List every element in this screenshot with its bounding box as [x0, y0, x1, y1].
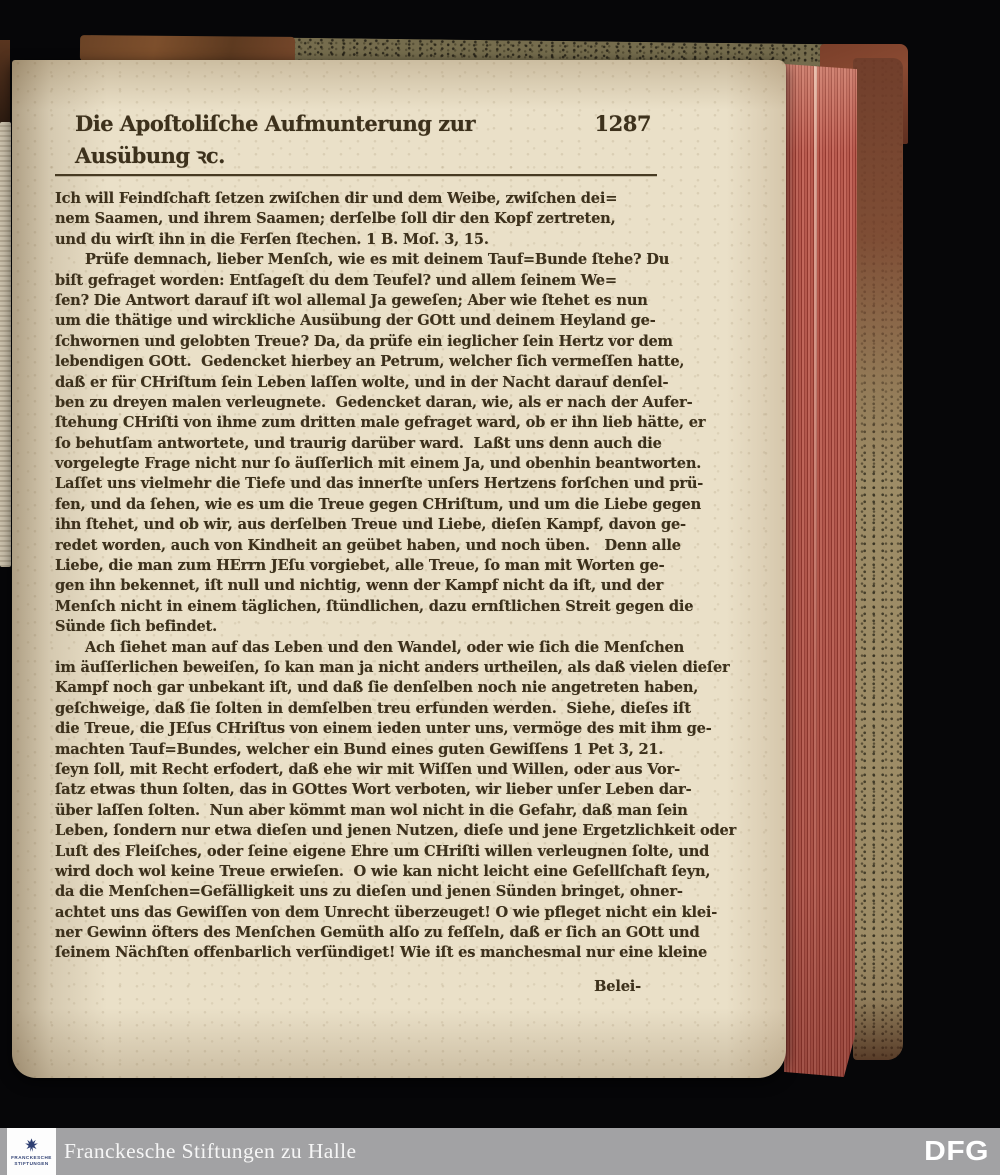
dfg-logo: DFG [924, 1135, 989, 1167]
page-text-column [55, 108, 737, 997]
book-board-edge [853, 58, 903, 1060]
text-lines [55, 189, 737, 964]
institution-name: Franckesche Stiftungen zu Halle [64, 1139, 357, 1163]
book-spine-sliver [0, 40, 10, 130]
text-line: Ich will Feindſchaft ſetzen zwiſchen dir und dem Weibe, zwiſchen dei= [55, 190, 618, 207]
text-line: Liebe, die man zum HErrn JEſu vorgiebet, alle Treue, ſo man mit Worten ge- [55, 557, 665, 575]
page-number: 1287 [594, 111, 651, 136]
text-line: machten Tauf=Bundes, welcher ein Bund eines guten Gewiſſens 1 Pet 3, 21. [55, 740, 664, 758]
text-line: fen, und da ſehen, wie es um die Treue gegen CHriſtum, und um die Liebe gegen [55, 495, 702, 513]
text-line: Sünde ſich befindet. [55, 618, 217, 636]
text-line: Leben, ſondern nur etwa dieſen und jenen Nutzen, dieſe und jene Ergetzlichkeit oder [55, 822, 737, 840]
text-line: über laſſen ſolten. Nun aber kömmt man wol nicht in die Gefahr, daß man ſein [55, 801, 688, 819]
text-line: lebendigen GOtt. Gedencket hierbey an Petrum, welcher ſich vermeſſen hatte, [55, 353, 685, 371]
text-line: ſtehung CHriſti von ihme zum dritten male gefraget ward, ob er ihn lieb hätte, er [55, 414, 706, 432]
text-line: ihn ſtehet, und ob wir, aus derſelben Treue und Liebe, dieſen Kampf, davon ge- [55, 516, 686, 534]
text-line: vorgelegte Frage nicht nur ſo äuſſerlich mit einem Ja, und obenhin beantworten. [55, 455, 702, 473]
text-line: Prüfe demnach, lieber Menſch, wie es mit deinem Tauf=Bunde ſtehe? Du [85, 251, 670, 269]
text-line: ben zu dreyen malen verleugnete. Gedencket daran, wie, als er nach der Aufer- [55, 393, 693, 411]
text-line: redet worden, auch von Kindheit an geübet haben, und noch üben. Denn alle [55, 536, 681, 554]
text-line: achtet uns das Gewiſſen von dem Unrecht überzeuget! O wie pfleget nicht ein klei- [55, 903, 718, 921]
catchword: Belei- [594, 977, 641, 995]
logo-text-line2: STIFTUNGEN [14, 1161, 49, 1166]
page-title: Die Apoſtoliſche Aufmunterung zur Ausübung ꝛc. [75, 111, 476, 168]
text-line: ner Gewinn öfters des Menſchen Gemüth alſo zu feſſeln, daß er ſich an GOtt und [55, 924, 700, 942]
book-left-leaf-edges [0, 122, 11, 567]
text-line: im äuſſerlichen beweiſen, ſo kan man ja nicht anders urtheilen, als daß vielen dieſer [55, 658, 730, 676]
text-line: Kampf noch gar unbekant iſt, und daß ſie denſelben noch nie angetreten haben, [55, 679, 699, 697]
text-line: Menſch nicht in einem täglichen, ſtündlichen, dazu ernſtlichen Streit gegen die [55, 597, 694, 615]
text-line: daß er für CHriſtum ſein Leben laſſen wolte, und in der Nacht darauf denſel- [55, 373, 669, 391]
text-line: Luſt des Fleiſches, oder ſeine eigene Ehre um CHriſti willen verleugnen ſolte, und [55, 842, 710, 860]
text-line: da die Menſchen=Gefälligkeit uns zu dieſen und jenen Sünden bringet, ohner- [55, 883, 683, 901]
text-line: ſo behutſam antwortete, und traurig darüber ward. Laßt uns denn auch die [55, 434, 662, 452]
running-head [55, 108, 657, 172]
text-line: die Treue, die JEſus CHriſtus von einem ieden unter uns, vermöge des mit ihm ge- [55, 720, 712, 738]
book-leather-corner-top-left [80, 35, 295, 63]
text-line: gen ihn bekennet, iſt null und nichtig, wenn der Kampf nicht da iſt, und der [55, 577, 664, 595]
text-line: und du wirſt ihn in die Ferſen ſtechen. 1 B. Moſ. 3, 15. [55, 230, 489, 248]
text-line: geſchweige, daß ſie ſolten in demſelben treu erfunden werden. Siehe, dieſes iſt [55, 699, 691, 717]
text-line: wird doch wol keine Treue erwieſen. O wie kan nicht leicht eine Geſellſchaft ſeyn, [55, 862, 711, 880]
viewer-footer-bar [0, 1128, 1000, 1175]
text-line: ſchwornen und gelobten Treue? Da, da prüfe ein ieglicher ſein Hertz vor dem [55, 332, 673, 350]
book-red-fore-edge [784, 64, 857, 1077]
text-line: biſt gefraget worden: Entſageſt du dem Teufel? und allem ſeinem We= [55, 271, 617, 289]
eagle-sun-icon [23, 1137, 40, 1154]
text-line: Laſſet uns vielmehr die Tiefe und das innerſte unſers Hertzens forſchen und prü- [55, 475, 704, 493]
text-line: Ach ſiehet man auf das Leben und den Wandel, oder wie ſich die Menſchen [85, 638, 684, 656]
text-line: ſeyn ſoll, mit Recht erfodert, daß ehe wir mit Wiſſen und Willen, oder aus Vor- [55, 760, 680, 778]
logo-text-line1: FRANCKESCHE [11, 1154, 52, 1160]
text-line: ſatz etwas thun ſolten, das in GOttes Wort verboten, wir lieber unſer Leben dar- [55, 781, 692, 799]
text-line: ſen? Die Antwort darauf iſt wol allemal Ja geweſen; Aber wie ſtehet es nun [55, 291, 648, 309]
header-rule [55, 174, 657, 176]
text-line: nem Saamen, und ihrem Saamen; derſelbe ſoll dir den Kopf zertreten, [55, 210, 616, 228]
franckesche-stiftungen-logo [7, 1128, 56, 1175]
text-line: ſeinem Nächſten offenbarlich verſündiget! Wie iſt es manchesmal nur eine kleine [55, 944, 708, 962]
text-line: um die thätige und wirckliche Ausübung der GOtt und deinem Heyland ge- [55, 312, 656, 330]
